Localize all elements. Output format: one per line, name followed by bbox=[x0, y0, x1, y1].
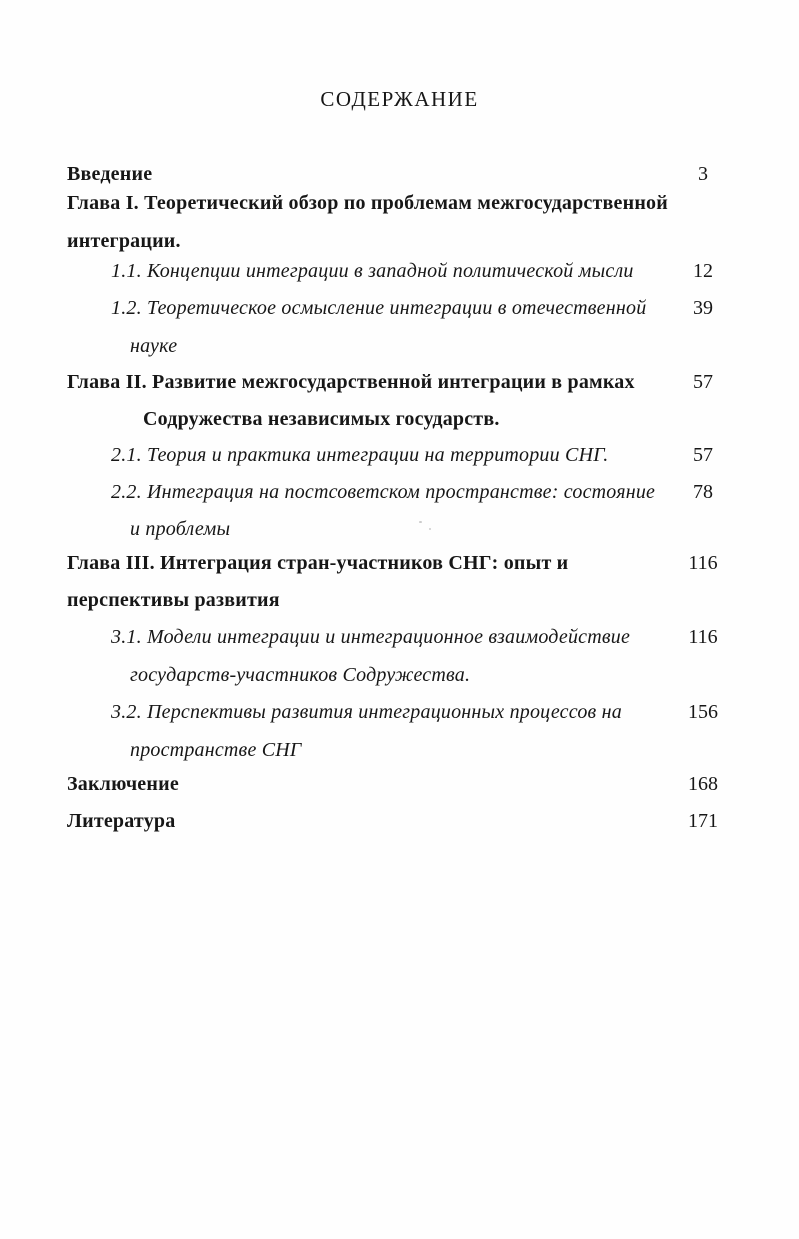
toc-line-section-2-2-continuation bbox=[0, 517, 799, 541]
toc-line-literature bbox=[0, 809, 799, 833]
toc-entry-text: 2.2. Интеграция на постсоветском пространстве: состояние bbox=[111, 481, 656, 503]
toc-line-section-3-1-continuation bbox=[0, 663, 799, 687]
toc-entry-text: Глава III. Интеграция стран-участников СНГ: опыт и bbox=[67, 552, 569, 574]
toc-page-number: 3 bbox=[698, 163, 708, 185]
toc-entry-text: Содружества независимых государств. bbox=[143, 408, 500, 430]
toc-line-chapter3-continuation bbox=[0, 588, 799, 612]
toc-entry-text: Введение bbox=[67, 163, 153, 185]
toc-entry-text: Литература bbox=[67, 810, 176, 832]
scan-speck bbox=[419, 521, 422, 523]
toc-line-section-3-1 bbox=[0, 625, 799, 649]
toc-page-number: 116 bbox=[688, 626, 718, 648]
toc-page-number: 168 bbox=[688, 773, 718, 795]
toc-entry-text: 1.2. Теоретическое осмысление интеграции в отечественной bbox=[111, 297, 647, 319]
toc-page-number: 39 bbox=[693, 297, 713, 319]
toc-entry-text: пространстве СНГ bbox=[130, 739, 302, 761]
toc-entry-text: Заключение bbox=[67, 773, 179, 795]
toc-page-number: 57 bbox=[693, 444, 713, 466]
toc-line-section-1-2-continuation bbox=[0, 334, 799, 358]
toc-line-introduction bbox=[0, 162, 799, 186]
toc-entry-text: Глава I. Теоретический обзор по проблемам межгосударственной bbox=[67, 192, 668, 214]
page-title: СОДЕРЖАНИЕ bbox=[320, 87, 479, 111]
toc-entry-text: и проблемы bbox=[130, 518, 231, 540]
toc-page-number: 12 bbox=[693, 260, 713, 282]
toc-line-section-1-2 bbox=[0, 296, 799, 320]
toc-entry-text: науке bbox=[130, 335, 178, 357]
toc-entry-text: 2.1. Теория и практика интеграции на территории СНГ. bbox=[111, 444, 609, 466]
toc-line-chapter2-continuation bbox=[0, 407, 799, 431]
toc-entry-text: интеграции. bbox=[67, 230, 181, 252]
toc-line-section-2-1 bbox=[0, 443, 799, 467]
scan-speck bbox=[429, 528, 431, 530]
toc-line-section-1-1 bbox=[0, 259, 799, 283]
toc-line-chapter2 bbox=[0, 370, 799, 394]
toc-entry-text: перспективы развития bbox=[67, 589, 280, 611]
toc-page-number: 156 bbox=[688, 701, 718, 723]
toc-entry-text: 1.1. Концепции интеграции в западной политической мысли bbox=[111, 260, 634, 282]
toc-page-number: 57 bbox=[693, 371, 713, 393]
toc-line-section-2-2 bbox=[0, 480, 799, 504]
toc-line-chapter3 bbox=[0, 551, 799, 575]
toc-page-number: 171 bbox=[688, 810, 718, 832]
toc-line-chapter1 bbox=[0, 191, 799, 215]
toc-line-section-3-2 bbox=[0, 700, 799, 724]
toc-page-number: 116 bbox=[688, 552, 718, 574]
toc-line-conclusion bbox=[0, 772, 799, 796]
toc-line-section-3-2-continuation bbox=[0, 738, 799, 762]
toc-entry-text: 3.2. Перспективы развития интеграционных процессов на bbox=[111, 701, 622, 723]
toc-entry-text: государств-участников Содружества. bbox=[130, 664, 471, 686]
toc-line-chapter1-continuation bbox=[0, 229, 799, 253]
toc-page-number: 78 bbox=[693, 481, 713, 503]
toc-entry-text: 3.1. Модели интеграции и интеграционное взаимодействие bbox=[111, 626, 631, 648]
toc-entry-text: Глава II. Развитие межгосударственной интеграции в рамках bbox=[67, 371, 635, 393]
